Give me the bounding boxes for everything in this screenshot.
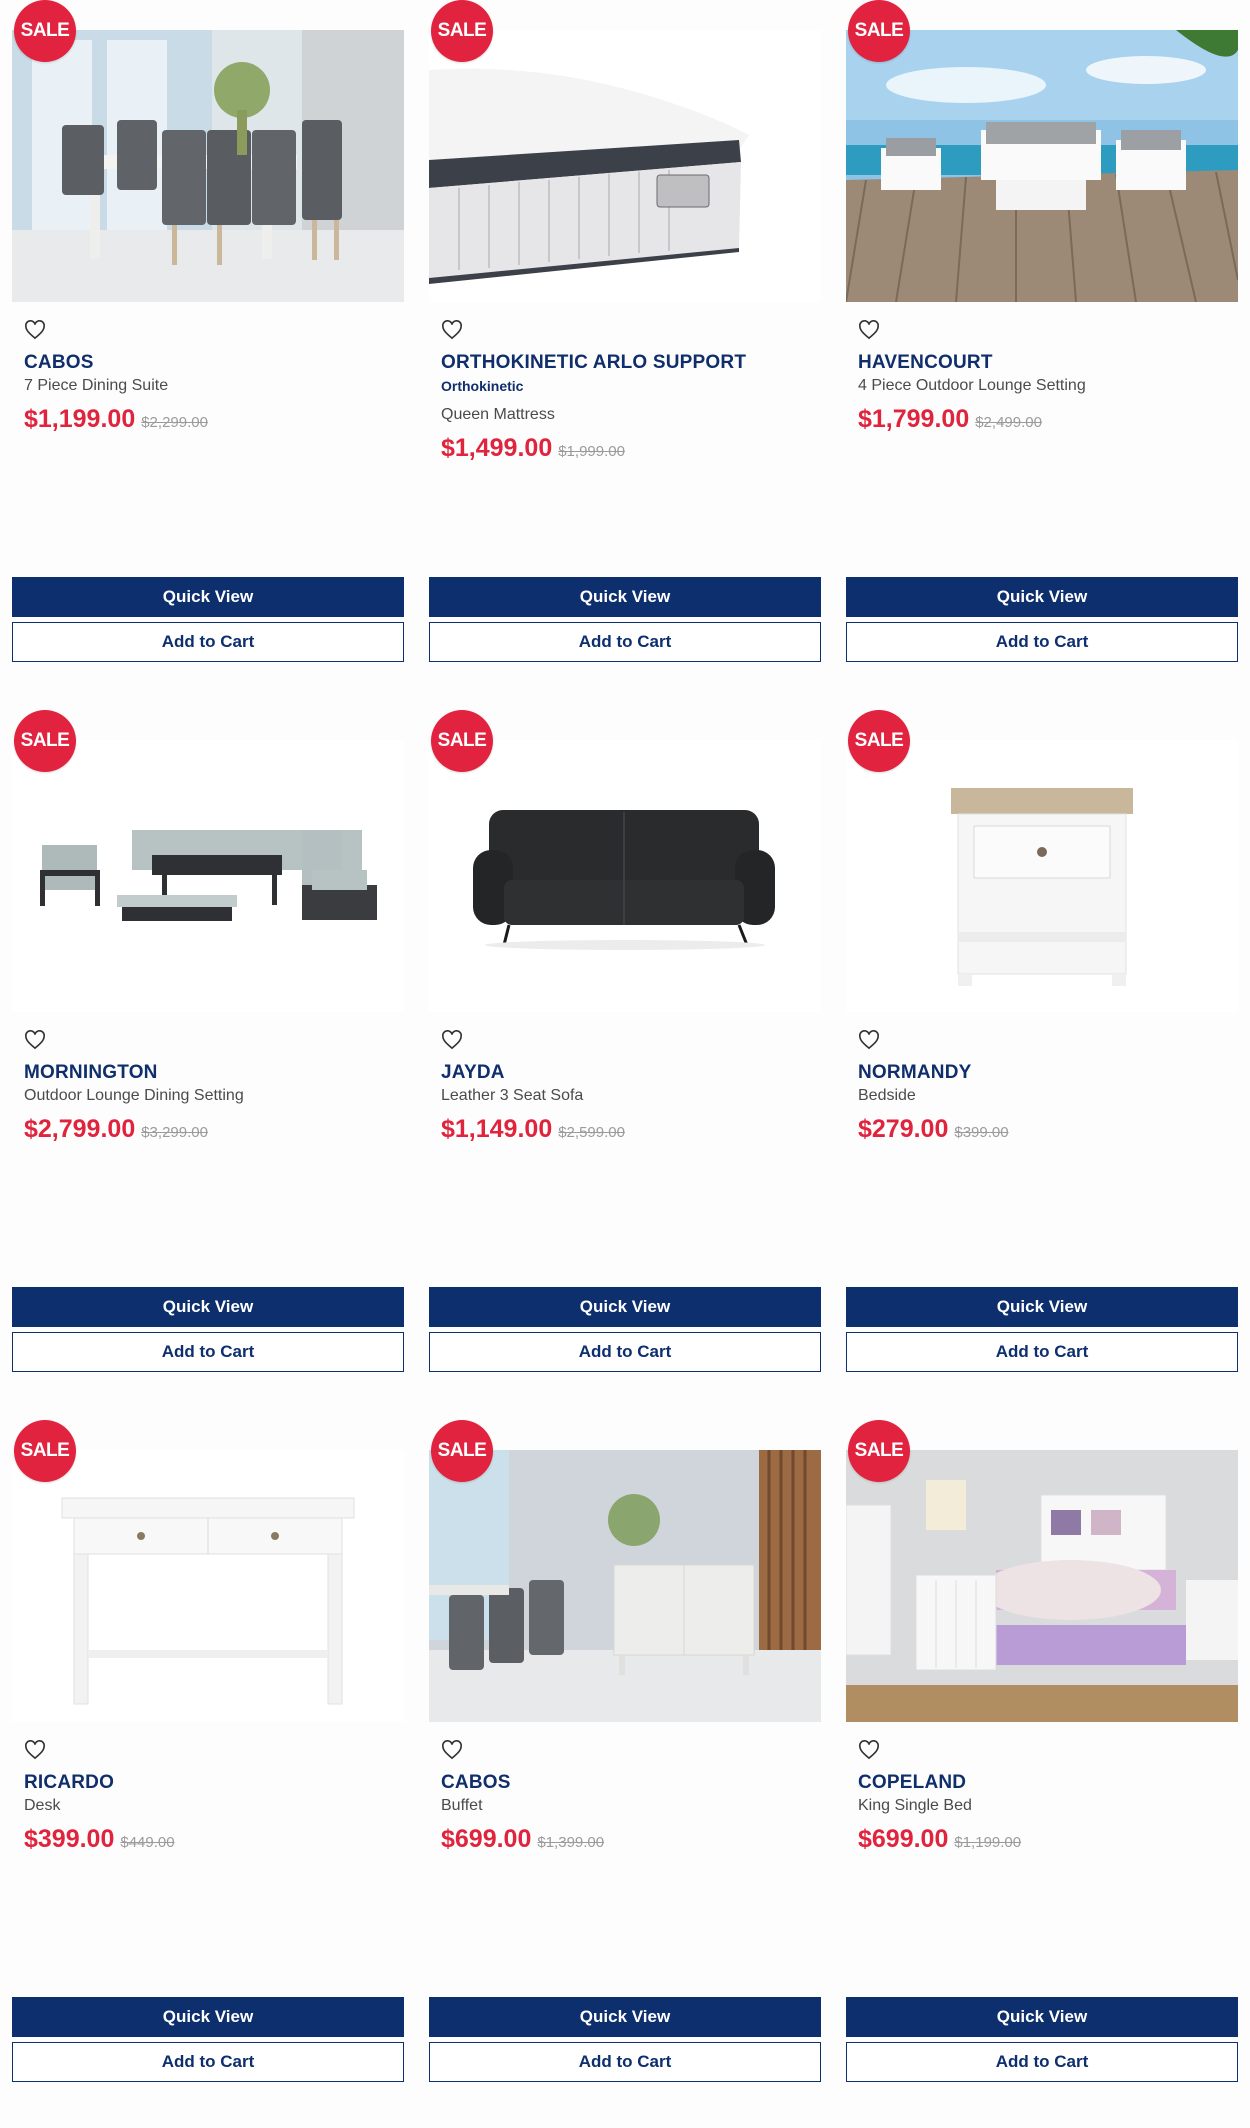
product-image-bed (846, 1450, 1238, 1722)
price-row (858, 1115, 1228, 1144)
product-info (441, 1062, 811, 1144)
product-image[interactable] (846, 740, 1238, 1012)
product-info (24, 1772, 394, 1854)
product-image-outdoor-dining (12, 740, 404, 1012)
product-name[interactable]: HAVENCOURT (858, 352, 993, 373)
product-info (24, 1062, 394, 1144)
price-row (858, 405, 1228, 434)
product-grid (12, 20, 1238, 2128)
sale-badge: SALE (431, 0, 493, 62)
product-name[interactable]: JAYDA (441, 1062, 505, 1083)
add-to-cart-button[interactable]: Add to Cart (429, 622, 821, 662)
product-description: 4 Piece Outdoor Lounge Setting (858, 377, 1086, 394)
product-description: Desk (24, 1797, 61, 1814)
sale-badge: SALE (848, 0, 910, 62)
product-image-outdoor-lounge (846, 30, 1238, 302)
sale-price: $1,149.00 (441, 1115, 553, 1143)
sale-badge: SALE (14, 1420, 76, 1482)
product-name[interactable]: MORNINGTON (24, 1062, 158, 1083)
original-price: $3,299.00 (141, 1124, 208, 1141)
product-description: Leather 3 Seat Sofa (441, 1087, 584, 1104)
heart-icon[interactable] (24, 1030, 46, 1050)
product-description: Outdoor Lounge Dining Setting (24, 1087, 244, 1104)
quick-view-button[interactable]: Quick View (429, 1997, 821, 2037)
original-price: $2,599.00 (558, 1124, 625, 1141)
sale-price: $399.00 (24, 1825, 115, 1853)
product-image[interactable] (429, 740, 821, 1012)
quick-view-button[interactable]: Quick View (846, 1997, 1238, 2037)
product-image-buffet (429, 1450, 821, 1722)
heart-icon[interactable] (858, 1740, 880, 1760)
quick-view-button[interactable]: Quick View (12, 1287, 404, 1327)
heart-icon[interactable] (858, 1030, 880, 1050)
product-card (429, 1440, 821, 2128)
product-image-sofa (429, 740, 821, 1012)
product-image[interactable] (846, 1450, 1238, 1722)
product-info (24, 352, 394, 434)
product-card (12, 1440, 404, 2128)
product-brand: Orthokinetic (441, 378, 524, 394)
product-info (441, 352, 811, 463)
quick-view-button[interactable]: Quick View (12, 1997, 404, 2037)
original-price: $1,399.00 (537, 1834, 605, 1851)
heart-icon[interactable] (24, 320, 46, 340)
product-image-desk (12, 1450, 404, 1722)
price-row (441, 434, 811, 463)
original-price: $399.00 (954, 1124, 1009, 1141)
sale-price: $1,199.00 (24, 405, 136, 433)
product-image-dining-suite (12, 30, 404, 302)
sale-badge: SALE (848, 710, 910, 772)
product-description: Buffet (441, 1797, 483, 1814)
price-row (24, 1825, 394, 1854)
product-info (858, 1062, 1228, 1144)
product-description: 7 Piece Dining Suite (24, 377, 169, 394)
heart-icon[interactable] (441, 320, 463, 340)
quick-view-button[interactable]: Quick View (429, 1287, 821, 1327)
heart-icon[interactable] (858, 320, 880, 340)
product-description: King Single Bed (858, 1797, 972, 1814)
product-name[interactable]: NORMANDY (858, 1062, 972, 1083)
product-image-mattress (429, 30, 821, 302)
product-info (858, 352, 1228, 434)
product-info (858, 1772, 1228, 1854)
heart-icon[interactable] (24, 1740, 46, 1760)
product-image[interactable] (12, 1450, 404, 1722)
product-card (846, 20, 1238, 740)
add-to-cart-button[interactable]: Add to Cart (429, 1332, 821, 1372)
product-image[interactable] (12, 30, 404, 302)
original-price: $2,499.00 (975, 414, 1042, 431)
price-row (441, 1825, 811, 1854)
product-image-bedside (846, 740, 1238, 1012)
product-name[interactable]: CABOS (24, 352, 94, 373)
product-card (429, 730, 821, 1450)
original-price: $449.00 (120, 1834, 175, 1851)
sale-badge: SALE (848, 1420, 910, 1482)
product-info (441, 1772, 811, 1854)
sale-badge: SALE (14, 0, 76, 62)
sale-badge: SALE (431, 1420, 493, 1482)
sale-price: $1,499.00 (441, 434, 553, 462)
quick-view-button[interactable]: Quick View (846, 577, 1238, 617)
quick-view-button[interactable]: Quick View (846, 1287, 1238, 1327)
quick-view-button[interactable]: Quick View (12, 577, 404, 617)
product-image[interactable] (429, 30, 821, 302)
product-card (12, 730, 404, 1450)
add-to-cart-button[interactable]: Add to Cart (846, 622, 1238, 662)
product-name[interactable]: ORTHOKINETIC ARLO SUPPORT (441, 352, 747, 373)
sale-price: $2,799.00 (24, 1115, 136, 1143)
price-row (24, 405, 394, 434)
product-card (846, 730, 1238, 1450)
product-image[interactable] (846, 30, 1238, 302)
original-price: $1,199.00 (954, 1834, 1022, 1851)
original-price: $2,299.00 (141, 414, 208, 431)
add-to-cart-button[interactable]: Add to Cart (846, 1332, 1238, 1372)
sale-price: $699.00 (441, 1825, 532, 1853)
product-name[interactable]: RICARDO (24, 1772, 115, 1793)
sale-price: $1,799.00 (858, 405, 970, 433)
price-row (858, 1825, 1228, 1854)
product-card (429, 20, 821, 740)
sale-price: $279.00 (858, 1115, 949, 1143)
add-to-cart-button[interactable]: Add to Cart (846, 2042, 1238, 2082)
price-row (441, 1115, 811, 1144)
product-description: Bedside (858, 1087, 916, 1104)
product-name[interactable]: CABOS (441, 1772, 511, 1793)
product-card (12, 20, 404, 740)
original-price: $1,999.00 (558, 443, 625, 460)
heart-icon[interactable] (441, 1740, 463, 1760)
product-card (846, 1440, 1238, 2128)
product-name[interactable]: COPELAND (858, 1772, 967, 1793)
add-to-cart-button[interactable]: Add to Cart (429, 2042, 821, 2082)
product-description: Queen Mattress (441, 406, 555, 423)
sale-badge: SALE (431, 710, 493, 772)
heart-icon[interactable] (441, 1030, 463, 1050)
add-to-cart-button[interactable]: Add to Cart (12, 2042, 404, 2082)
sale-price: $699.00 (858, 1825, 949, 1853)
quick-view-button[interactable]: Quick View (429, 577, 821, 617)
product-image[interactable] (429, 1450, 821, 1722)
add-to-cart-button[interactable]: Add to Cart (12, 1332, 404, 1372)
add-to-cart-button[interactable]: Add to Cart (12, 622, 404, 662)
product-image[interactable] (12, 740, 404, 1012)
price-row (24, 1115, 394, 1144)
sale-badge: SALE (14, 710, 76, 772)
